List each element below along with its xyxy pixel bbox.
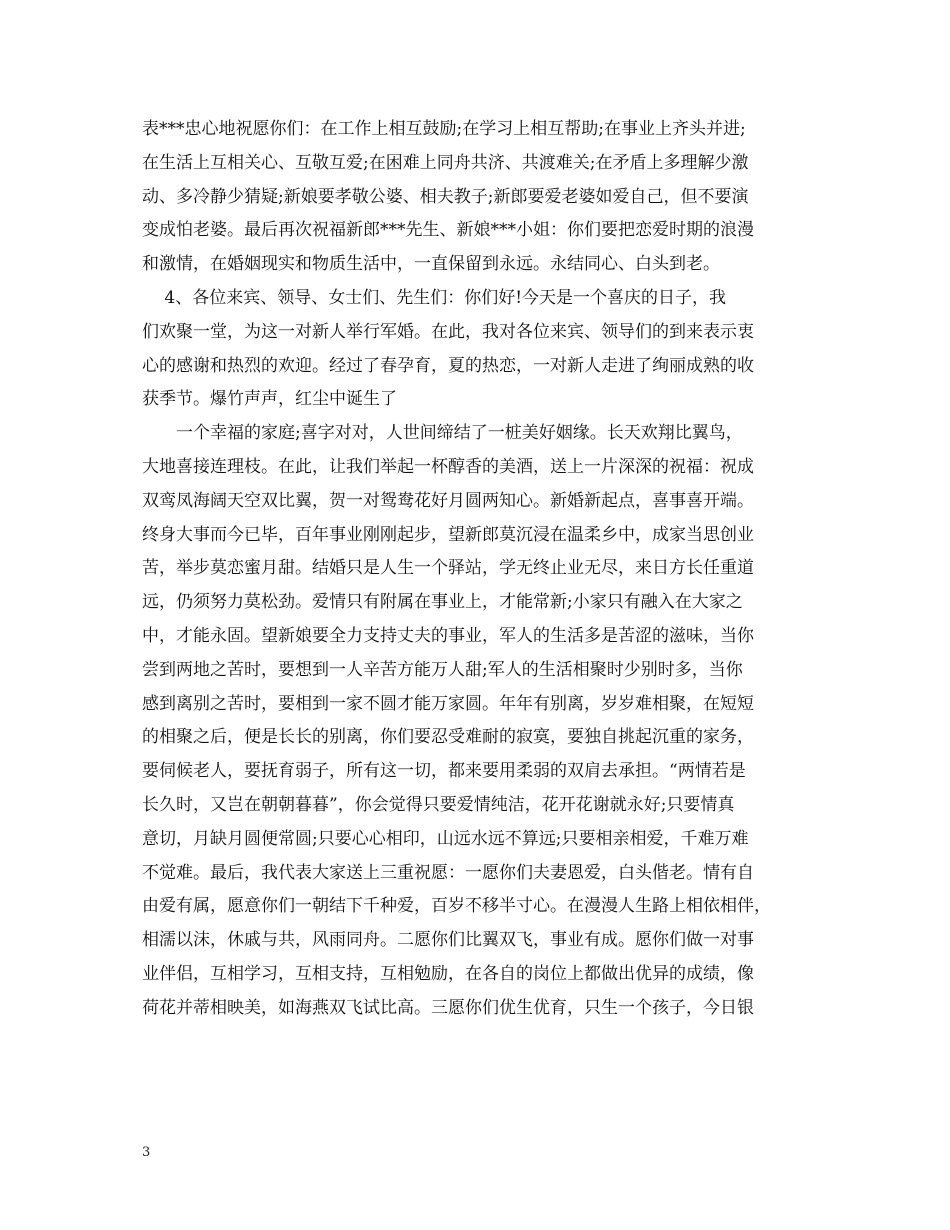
text-line: 尝到两地之苦时，要想到一人辛苦方能万人甜;军人的生活相聚时少别时多，当你 [142,659,743,680]
text-line: 表***忠心地祝愿你们：在工作上相互鼓励;在学习上相互帮助;在事业上齐头并进; [142,119,746,139]
text-line: 长久时，又岂在朝朝暮暮”，你会觉得只要爱情纯洁，花开花谢就永好;只要情真 [142,794,735,815]
text-line: 由爱有属，愿意你们一朝结下千种爱，百岁不移半寸心。在漫漫人生路上相依相伴， [142,896,771,917]
text-line: 们欢聚一堂，为这一对新人举行军婚。在此，我对各位来宾、领导们的到来表示衷 [142,321,754,342]
text-line: 意切，月缺月圆便常圆;只要心心相印，山远水远不算远;只要相亲相爱，千难万难 [142,828,749,849]
text-line: 远，仍须努力莫松劲。爱情只有附属在事业上，才能常新;小家只有融入在大家之 [142,592,743,613]
text-line: 大地喜接连理枝。在此，让我们举起一杯醇香的美酒，送上一片深深的祝福：祝成 [142,456,754,477]
text-line: 不觉难。最后，我代表大家送上三重祝愿：一愿你们夫妻恩爱，白头偕老。情有自 [142,862,754,883]
text-line: 相濡以沫，休戚与共，风雨同舟。二愿你们比翼双飞，事业有成。愿你们做一对事 [142,930,754,951]
text-line: 变成怕老婆。最后再次祝福新郎***先生、新娘***小姐：你们要把恋爱时期的浪漫 [142,220,754,241]
page-number: 3 [142,1145,151,1160]
text-line: 和激情，在婚姻现实和物质生活中，一直保留到永远。永结同心、白头到老。 [142,254,720,275]
text-line: 在生活上互相关心、互敬互爱;在困难上同舟共济、共渡难关;在矛盾上多理解少激 [142,152,749,173]
text-line: 动、多冷静少猜疑;新娘要孝敬公婆、相夫教子;新郎要爱老婆如爱自己，但不要演 [142,186,749,207]
text-line: 感到离别之苦时，要相到一家不圆才能万家圆。年年有别离，岁岁难相聚，在短短 [142,693,754,714]
text-line: 心的感谢和热烈的欢迎。经过了春孕育，夏的热恋，一对新人走进了绚丽成熟的收 [142,355,754,376]
text-line: 双鸾凤海阔天空双比翼，贺一对鸳鸯花好月圆两知心。新婚新起点，喜事喜开端。 [142,490,754,511]
text-line: 一个幸福的家庭;喜字对对，人世间缔结了一桩美好姻缘。长天欢翔比翼鸟， [142,423,743,444]
text-line: 获季节。爆竹声声，红尘中诞生了 [142,389,397,410]
text-line: 的相聚之后，便是长长的别离，你们要忍受难耐的寂寞，要独自挑起沉重的家务， [142,727,754,748]
text-line: 中，才能永固。望新娘要全力支持丈夫的事业，军人的生活多是苦涩的滋味，当你 [142,625,754,646]
text-line: 终身大事而今已毕，百年事业刚刚起步，望新郎莫沉浸在温柔乡中，成家当思创业 [142,524,754,545]
text-line: 苦，举步莫恋蜜月甜。结婚只是人生一个驿站，学无终止业无尽，来日方长任重道 [142,558,754,579]
text-line: 荷花并蒂相映美，如海燕双飞试比高。三愿你们优生优育，只生一个孩子，今日银 [142,997,754,1018]
text-line: 4、各位来宾、领导、女士们、先生们：你们好!今天是一个喜庆的日子，我 [142,287,727,308]
text-line: 要伺候老人，要抚育弱子，所有这一切，都来要用柔弱的双肩去承担。“两情若是 [142,761,746,782]
body-text [142,113,832,1026]
text-line: 业伴侣，互相学习，互相支持，互相勉励，在各自的岗位上都做出优异的成绩，像 [142,963,754,984]
